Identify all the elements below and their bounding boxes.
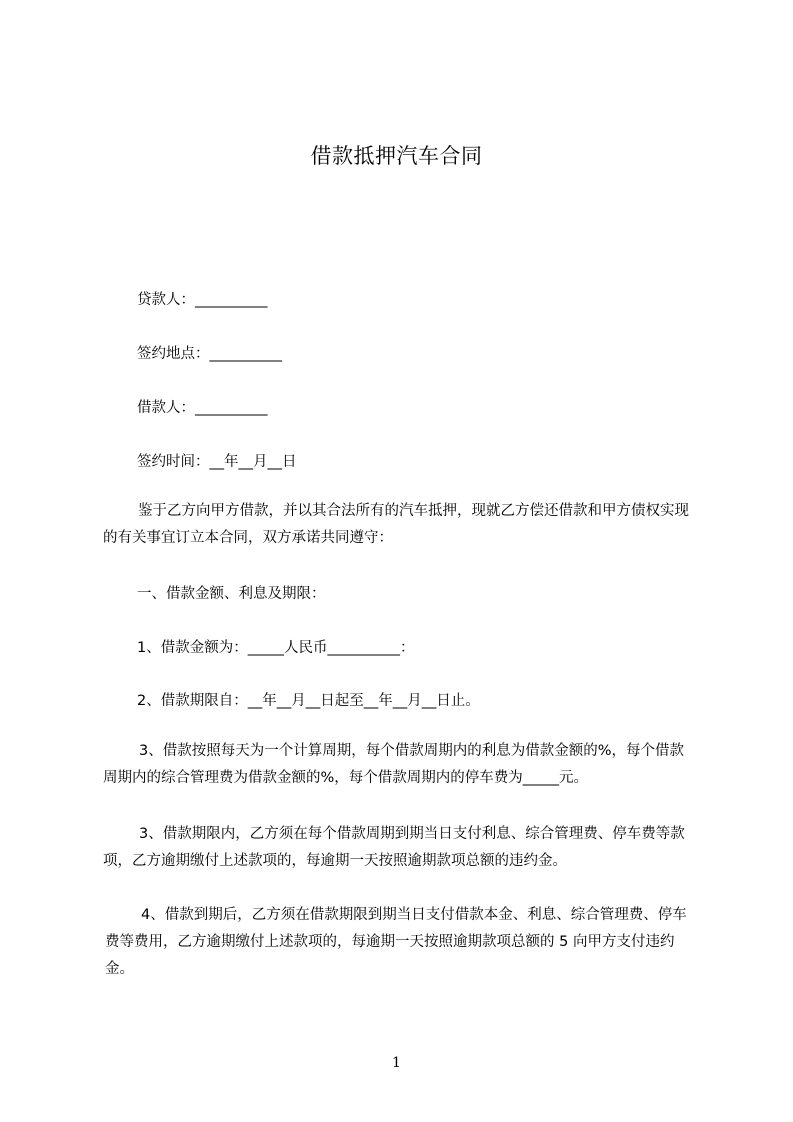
clause-3-payment: 3、借款期限内，乙方须在每个借款周期到期当日支付利息、综合管理费、停车费等款项，乙方逾期缴付上述款项的，每逾期一天按照逾期款项总额的违约金。 [103,826,685,869]
signing-date-field: 签约时间：__年__月__日 [137,454,297,470]
clause-4: 4、借款到期后，乙方须在借款期限到期当日支付借款本金、利息、综合管理费、停车费等费用，乙方逾期缴付上述款项的，每逾期一天按照逾期款项总额的 5 向甲方支付违约金。 [105,907,687,977]
clause-3-interest: 3、借款按照每天为一个计算周期，每个借款周期内的利息为借款金额的%，每个借款周期内的综合管理费为借款金额的%，每个借款周期内的停车费为_____元。 [103,743,684,786]
clause-2: 2、借款期限自：__年__月__日起至__年__月__日止。 [137,693,480,709]
lender-field: 贷款人：__________ [137,292,268,308]
clause-1: 1、借款金额为：_____人民币__________： [137,640,415,656]
section-heading: 一、借款金额、利息及期限： [137,586,326,602]
preamble-paragraph: 鉴于乙方向甲方借款，并以其合法所有的汽车抵押，现就乙方偿还借款和甲方债权实现的有关事宜订立本合同，双方承诺共同遵守： [103,503,689,546]
signing-place-field: 签约地点：__________ [137,346,282,362]
page-number: 1 [392,1055,401,1071]
document-title: 借款抵押汽车合同 [310,144,483,168]
borrower-field: 借款人：__________ [137,400,268,416]
